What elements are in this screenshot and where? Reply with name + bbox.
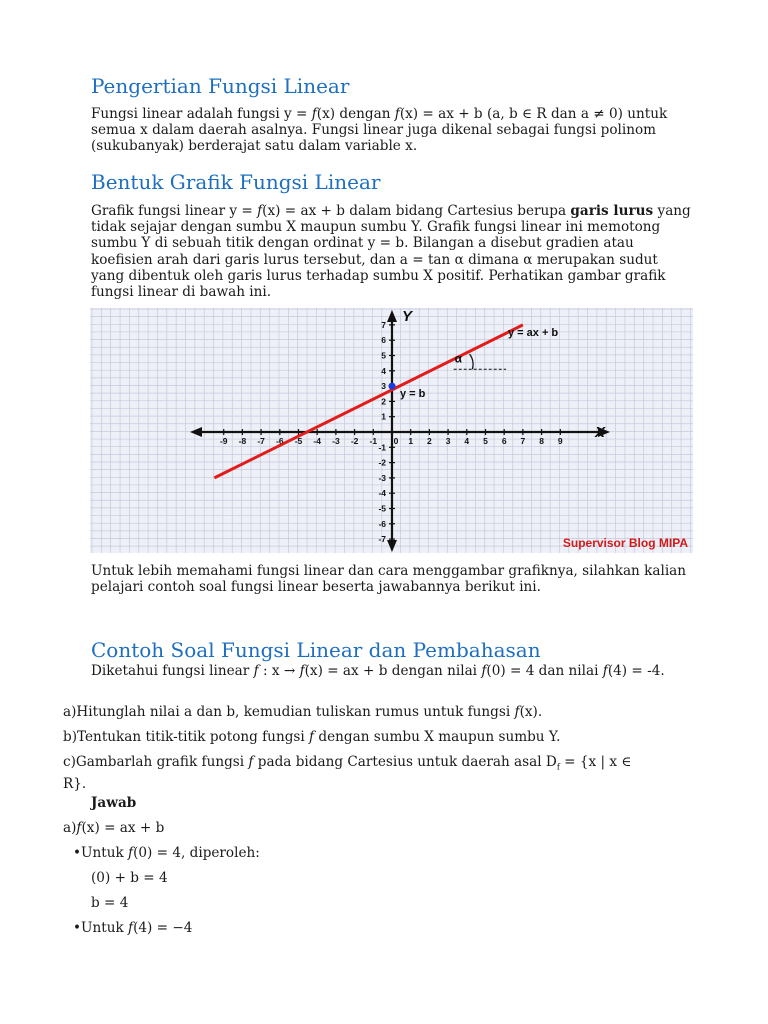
x-tick-label: -1 — [369, 436, 378, 446]
question-a: a)Hitunglah nilai a dan b, kemudian tuliskan rumus untuk fungsi f(x). — [63, 704, 543, 720]
y-intercept-point — [389, 383, 396, 390]
x-tick-label: 0 — [393, 436, 399, 446]
angle-arc — [470, 354, 473, 369]
line-equation-label: y = ax + b — [508, 327, 559, 339]
y-tick-label: -5 — [378, 503, 386, 514]
x-tick-label: -7 — [257, 436, 265, 446]
y-tick-label: 4 — [381, 365, 386, 376]
x-tick-label: 1 — [408, 436, 414, 446]
x-tick-label: 7 — [520, 436, 526, 446]
answer-heading: Jawab — [91, 795, 137, 811]
x-tick-label: -4 — [313, 436, 321, 446]
y-tick-label: 1 — [381, 411, 386, 422]
x-axis-arrow-left — [190, 427, 202, 437]
linear-function-graph — [90, 308, 693, 553]
y-tick-label: -6 — [378, 518, 386, 529]
y-axis-arrow-top — [387, 310, 397, 322]
x-tick-label: -3 — [332, 436, 340, 446]
x-tick-label: 2 — [427, 436, 432, 446]
y-tick-label: 7 — [381, 319, 386, 330]
watermark: Supervisor Blog MIPA — [562, 536, 688, 550]
answer-bullet-f4: •Untuk f(4) = −4 — [73, 920, 193, 936]
intercept-label: y = b — [400, 387, 426, 400]
x-tick-label: 9 — [557, 436, 563, 446]
definition-paragraph: Fungsi linear adalah fungsi y = f(x) dengan f(x) = ax + b (a, b ∈ R dan a ≠ 0) untuk semua x dalam daerah asalnya. Fungsi linear juga dikenal sebagai fungsi polinom (sukubanyak) berderajat satu dalam variable x. — [91, 106, 668, 155]
section-title-pengertian: Pengertian Fungsi Linear — [91, 74, 350, 98]
x-tick-label: 6 — [501, 436, 507, 446]
y-axis-label: Y — [402, 308, 413, 325]
y-tick-label: 2 — [381, 396, 386, 407]
graph-svg — [90, 308, 693, 553]
section-title-contoh-soal: Contoh Soal Fungsi Linear dan Pembahasan — [91, 638, 541, 662]
answer-a-formula: a)f(x) = ax + b — [63, 820, 165, 836]
x-tick-label: 4 — [464, 436, 470, 446]
x-axis-label: X — [595, 424, 606, 441]
y-tick-label: 3 — [381, 381, 386, 392]
y-tick-label: -2 — [378, 457, 386, 468]
answer-bullet-f0: •Untuk f(0) = 4, diperoleh: — [73, 845, 260, 861]
x-tick-label: -5 — [294, 436, 303, 446]
y-tick-label: -4 — [378, 488, 386, 499]
y-tick-label: -7 — [378, 534, 386, 545]
problem-statement: Diketahui fungsi linear f : x → f(x) = ax + b dengan nilai f(0) = 4 dan nilai f(4) = -4. — [91, 663, 665, 679]
question-c: c)Gambarlah grafik fungsi f pada bidang Cartesius untuk daerah asal $D_f = \{x$ | x ∈ R}. — [63, 754, 632, 792]
y-tick-label: -3 — [378, 472, 386, 483]
equation-2: b = 4 — [91, 895, 129, 911]
angle-label: α — [454, 351, 463, 366]
x-tick-label: 5 — [483, 436, 488, 446]
y-tick-label: 5 — [381, 350, 386, 361]
y-tick-label: 6 — [381, 335, 386, 346]
x-tick-label: -8 — [238, 436, 247, 446]
y-tick-label: -1 — [378, 442, 386, 453]
section-title-bentuk-grafik: Bentuk Grafik Fungsi Linear — [91, 170, 381, 194]
x-tick-label: -6 — [276, 436, 284, 446]
x-tick-label: 8 — [539, 436, 544, 446]
question-b: b)Tentukan titik-titik potong fungsi f dengan sumbu X maupun sumbu Y. — [63, 729, 561, 745]
x-tick-label: -2 — [350, 436, 359, 446]
x-tick-label: -9 — [219, 436, 228, 446]
equation-1: (0) + b = 4 — [91, 870, 168, 886]
graph-description-paragraph: Grafik fungsi linear y = f(x) = ax + b dalam bidang Cartesius berupa garis lurus yang tidak sejajar dengan sumbu X maupun sumbu Y. Grafik fungsi linear ini memotong sumbu Y di sebuah titik dengan ordinat y = b. Bilangan a disebut gradien atau koefisien arah dari garis lurus tersebut, dan a = tan α dimana α merupakan sudut yang dibentuk oleh garis lurus terhadap sumbu X positif. Perhatikan gambar grafik fungsi linear di bawah ini. — [91, 203, 691, 301]
study-paragraph: Untuk lebih memahami fungsi linear dan cara menggambar grafiknya, silahkan kalian pelajari contoh soal fungsi linear beserta jawabannya berikut ini. — [91, 563, 687, 596]
x-tick-label: 3 — [445, 436, 451, 446]
